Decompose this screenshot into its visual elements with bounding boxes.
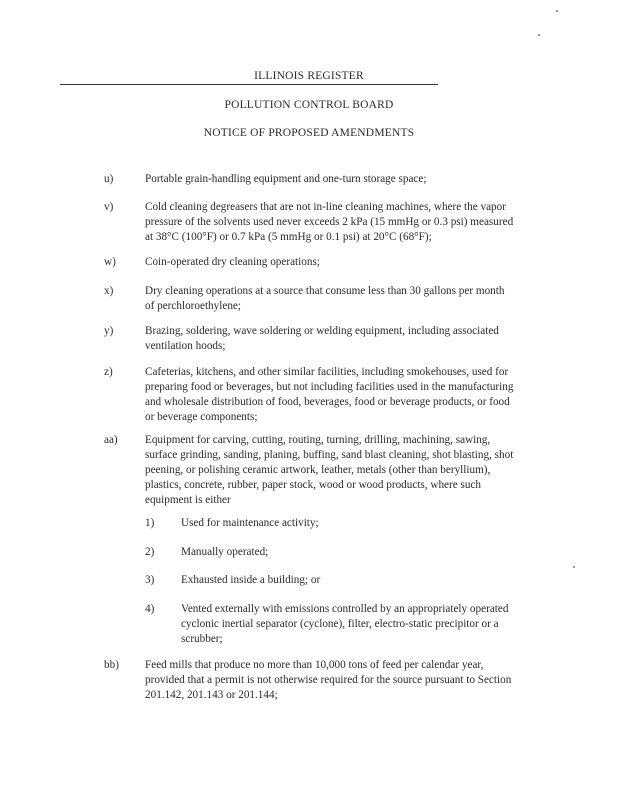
item-line: surface grinding, sanding, planing, buffing, sand blast cleaning, shot blasting, shot [145,449,514,461]
scan-speck [538,34,540,36]
item-line: provided that a permit is not otherwise required for the source pursuant to Section [145,674,512,686]
item-line: Coin-operated dry cleaning operations; [145,256,320,268]
item-line: cyclonic inertial separator (cyclone), filter, electro-static precipitor or a [181,618,499,630]
item-line: Cold cleaning degreasers that are not in-line cleaning machines, where the vapor [145,201,506,213]
item-label: aa) [104,434,118,446]
item-label: v) [104,201,114,213]
item-line: Feed mills that produce no more than 10,000 tons of feed per calendar year, [145,659,484,671]
notice-header: NOTICE OF PROPOSED AMENDMENTS [203,127,415,139]
item-line: Used for maintenance activity; [181,517,319,529]
item-line: of perchloroethylene; [145,300,241,312]
item-line: and wholesale distribution of food, beverages, food or beverage products, or food [145,396,510,408]
item-line: pressure of the solvents used never exceeds 2 kPa (15 mmHg or 0.3 psi) measured [145,216,514,228]
item-label: 1) [145,517,155,529]
item-line: ventilation hoods; [145,340,226,352]
item-line: Portable grain-handling equipment and one-turn storage space; [145,173,427,185]
item-line: equipment is either [145,494,231,506]
item-line: Manually operated; [181,546,269,558]
item-line: Equipment for carving, cutting, routing, turning, drilling, machining, sawing, [145,434,491,446]
item-line: Cafeterias, kitchens, and other similar facilities, including smokehouses, used for [145,366,509,378]
item-label: 3) [145,574,155,586]
item-line: scrubber; [181,633,223,645]
item-label: w) [104,256,116,268]
item-line: Dry cleaning operations at a source that consume less than 30 gallons per month [145,285,505,297]
item-label: 2) [145,546,155,558]
item-label: u) [104,173,114,185]
item-label: x) [104,285,114,297]
item-label: y) [104,325,114,337]
item-line: 201.142, 201.143 or 201.144; [145,689,278,701]
item-line: plastics, concrete, rubber, paper stock, wood or wood products, where such [145,479,482,491]
item-line: or beverage components; [145,411,258,423]
register-header: ILLINOIS REGISTER [254,70,364,82]
header-rule [60,84,438,85]
item-label: bb) [104,659,119,671]
item-label: 4) [145,603,155,615]
item-line: at 38°C (100°F) or 0.7 kPa (5 mmHg or 0.1 psi) at 20°C (68°F); [145,231,432,243]
agency-header: POLLUTION CONTROL BOARD [224,99,394,111]
item-line: Brazing, soldering, wave soldering or welding equipment, including associated [145,325,499,337]
item-line: preparing food or beverages, but not including facilities used in the manufacturing [145,381,514,393]
scan-speck [556,10,558,12]
scan-speck [573,566,575,568]
item-label: z) [104,366,113,378]
item-line: Exhausted inside a building; or [181,574,321,586]
item-line: peening, or polishing ceramic artwork, leather, metals (other than beryllium), [145,464,491,476]
item-line: Vented externally with emissions controlled by an appropriately operated [181,603,509,615]
